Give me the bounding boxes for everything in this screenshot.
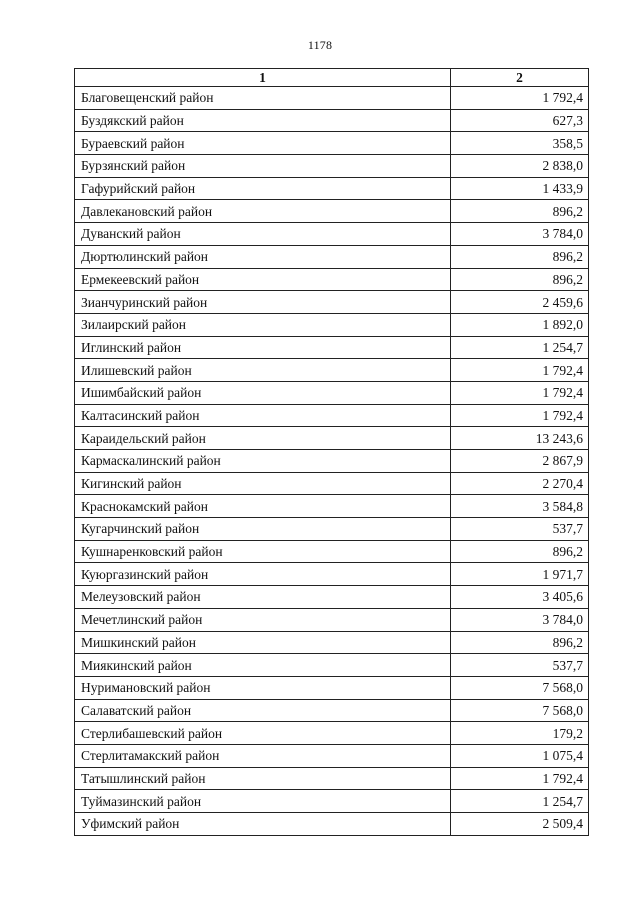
table-row bbox=[75, 518, 589, 541]
amount-cell: 537,7 bbox=[451, 518, 589, 541]
table-row bbox=[75, 155, 589, 178]
district-name-cell: Ишимбайский район bbox=[75, 381, 451, 404]
table-row bbox=[75, 427, 589, 450]
table-row bbox=[75, 359, 589, 382]
district-name-cell: Гафурийский район bbox=[75, 177, 451, 200]
table-row bbox=[75, 336, 589, 359]
table-row bbox=[75, 381, 589, 404]
amount-cell: 1 971,7 bbox=[451, 563, 589, 586]
district-name-cell: Илишевский район bbox=[75, 359, 451, 382]
amount-cell: 2 509,4 bbox=[451, 813, 589, 836]
table-row bbox=[75, 268, 589, 291]
district-name-cell: Кугарчинский район bbox=[75, 518, 451, 541]
table-row bbox=[75, 109, 589, 132]
table-row bbox=[75, 132, 589, 155]
amount-cell: 1 792,4 bbox=[451, 359, 589, 382]
amount-cell: 627,3 bbox=[451, 109, 589, 132]
district-name-cell: Краснокамский район bbox=[75, 495, 451, 518]
table-row bbox=[75, 631, 589, 654]
amount-cell: 1 792,4 bbox=[451, 404, 589, 427]
table-header-row bbox=[75, 69, 589, 87]
amount-cell: 896,2 bbox=[451, 631, 589, 654]
table-row bbox=[75, 676, 589, 699]
table-row bbox=[75, 472, 589, 495]
district-name-cell: Караидельский район bbox=[75, 427, 451, 450]
table-row bbox=[75, 495, 589, 518]
district-name-cell: Благовещенский район bbox=[75, 87, 451, 110]
district-name-cell: Зианчуринский район bbox=[75, 291, 451, 314]
district-name-cell: Куюргазинский район bbox=[75, 563, 451, 586]
amount-cell: 2 867,9 bbox=[451, 450, 589, 473]
amount-cell: 1 792,4 bbox=[451, 767, 589, 790]
amount-cell: 2 838,0 bbox=[451, 155, 589, 178]
table-row bbox=[75, 767, 589, 790]
table-row bbox=[75, 744, 589, 767]
district-name-cell: Мечетлинский район bbox=[75, 608, 451, 631]
district-name-cell: Дюртюлинский район bbox=[75, 245, 451, 268]
amount-cell: 2 270,4 bbox=[451, 472, 589, 495]
district-name-cell: Буздякский район bbox=[75, 109, 451, 132]
table-row bbox=[75, 586, 589, 609]
amount-cell: 3 584,8 bbox=[451, 495, 589, 518]
district-name-cell: Кушнаренковский район bbox=[75, 540, 451, 563]
district-name-cell: Иглинский район bbox=[75, 336, 451, 359]
amount-cell: 537,7 bbox=[451, 654, 589, 677]
district-name-cell: Калтасинский район bbox=[75, 404, 451, 427]
district-name-cell: Туймазинский район bbox=[75, 790, 451, 813]
district-name-cell: Бурзянский район bbox=[75, 155, 451, 178]
table-row bbox=[75, 563, 589, 586]
district-name-cell: Мелеузовский район bbox=[75, 586, 451, 609]
table-row bbox=[75, 291, 589, 314]
amount-cell: 1 075,4 bbox=[451, 744, 589, 767]
table-row bbox=[75, 608, 589, 631]
table-row bbox=[75, 404, 589, 427]
amount-cell: 1 792,4 bbox=[451, 381, 589, 404]
amount-cell: 358,5 bbox=[451, 132, 589, 155]
table-row bbox=[75, 790, 589, 813]
table-row bbox=[75, 177, 589, 200]
amount-cell: 1 254,7 bbox=[451, 790, 589, 813]
table-body bbox=[75, 87, 589, 836]
column-header-2: 2 bbox=[451, 69, 589, 87]
amount-cell: 896,2 bbox=[451, 245, 589, 268]
table-row bbox=[75, 450, 589, 473]
amount-cell: 3 784,0 bbox=[451, 223, 589, 246]
district-name-cell: Миякинский район bbox=[75, 654, 451, 677]
table-row bbox=[75, 223, 589, 246]
amount-cell: 7 568,0 bbox=[451, 699, 589, 722]
amount-cell: 179,2 bbox=[451, 722, 589, 745]
amount-cell: 1 254,7 bbox=[451, 336, 589, 359]
district-name-cell: Давлекановский район bbox=[75, 200, 451, 223]
district-name-cell: Стерлитамакский район bbox=[75, 744, 451, 767]
amount-cell: 7 568,0 bbox=[451, 676, 589, 699]
amount-cell: 896,2 bbox=[451, 200, 589, 223]
district-name-cell: Кармаскалинский район bbox=[75, 450, 451, 473]
district-name-cell: Стерлибашевский район bbox=[75, 722, 451, 745]
district-name-cell: Дуванский район bbox=[75, 223, 451, 246]
table-row bbox=[75, 722, 589, 745]
table-row bbox=[75, 699, 589, 722]
amount-cell: 13 243,6 bbox=[451, 427, 589, 450]
amount-cell: 1 433,9 bbox=[451, 177, 589, 200]
table-row bbox=[75, 813, 589, 836]
column-header-1: 1 bbox=[75, 69, 451, 87]
district-name-cell: Зилаирский район bbox=[75, 313, 451, 336]
table-row bbox=[75, 245, 589, 268]
district-name-cell: Салаватский район bbox=[75, 699, 451, 722]
amount-cell: 896,2 bbox=[451, 268, 589, 291]
table-row bbox=[75, 654, 589, 677]
amount-cell: 2 459,6 bbox=[451, 291, 589, 314]
district-table bbox=[74, 68, 589, 836]
table-row bbox=[75, 87, 589, 110]
amount-cell: 896,2 bbox=[451, 540, 589, 563]
amount-cell: 1 892,0 bbox=[451, 313, 589, 336]
amount-cell: 1 792,4 bbox=[451, 87, 589, 110]
district-name-cell: Бураевский район bbox=[75, 132, 451, 155]
amount-cell: 3 784,0 bbox=[451, 608, 589, 631]
amount-cell: 3 405,6 bbox=[451, 586, 589, 609]
district-name-cell: Нуримановский район bbox=[75, 676, 451, 699]
table-row bbox=[75, 540, 589, 563]
table-row bbox=[75, 200, 589, 223]
district-name-cell: Уфимский район bbox=[75, 813, 451, 836]
district-name-cell: Ермекеевский район bbox=[75, 268, 451, 291]
page-number: 1178 bbox=[307, 38, 333, 52]
table-row bbox=[75, 313, 589, 336]
district-name-cell: Кигинский район bbox=[75, 472, 451, 495]
district-name-cell: Мишкинский район bbox=[75, 631, 451, 654]
district-name-cell: Татышлинский район bbox=[75, 767, 451, 790]
